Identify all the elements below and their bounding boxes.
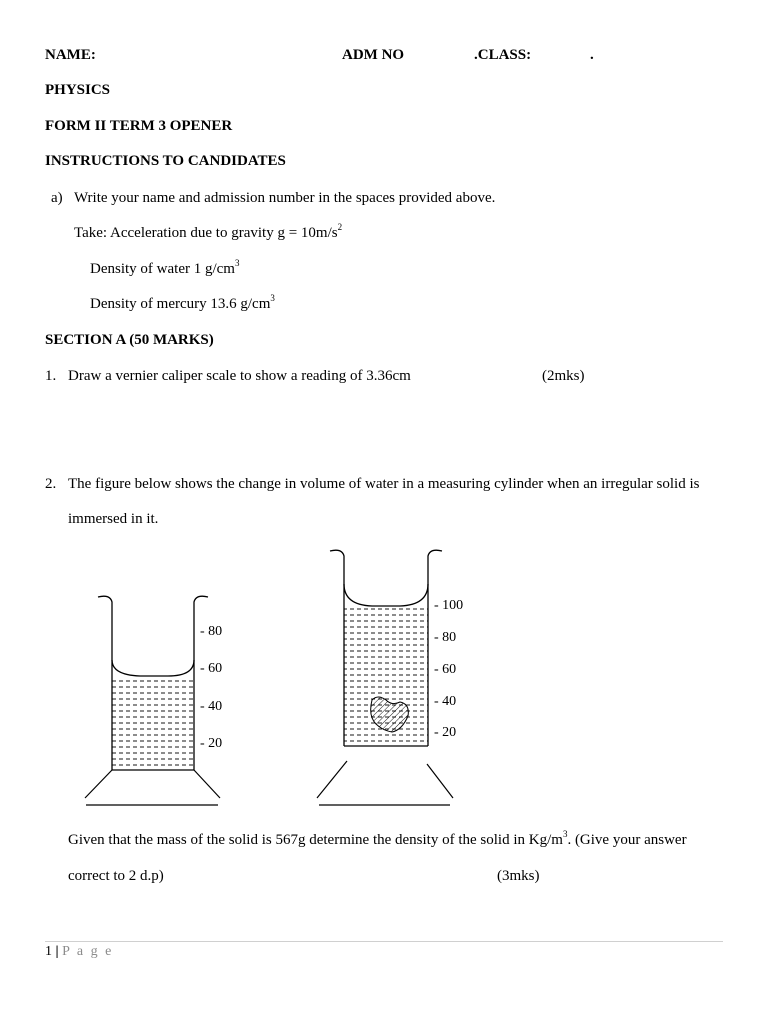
cyl1-scale-60: - 60: [200, 661, 223, 676]
page-footer: [45, 944, 113, 960]
page-separator: |: [55, 944, 59, 959]
q2-given-exponent: 3: [562, 829, 568, 839]
cyl2-scale-100: - 100: [434, 598, 464, 613]
gravity-line: [74, 222, 343, 242]
water-density-line: [90, 258, 240, 278]
subject-title: PHYSICS: [45, 82, 111, 98]
cyl1-scale-80: - 80: [200, 624, 223, 639]
water-density-exponent: 3: [234, 258, 240, 268]
q2-given-line2: correct to 2 d.p): [68, 868, 164, 884]
q2-number: 2.: [45, 476, 57, 492]
adm-no-label: ADM NO: [342, 47, 405, 63]
mercury-density-exponent: 3: [270, 293, 275, 303]
q2-given-text-end: . (Give your answer: [567, 832, 687, 848]
water-density-text: Density of water 1 g/cm: [90, 261, 235, 277]
gravity-exponent: 2: [337, 222, 343, 232]
gravity-text: Take: Acceleration due to gravity g = 10m/s: [74, 225, 338, 241]
measuring-cylinders-figure: [0, 540, 768, 820]
page-number: 1: [45, 944, 52, 959]
q2-text-line2: immersed in it.: [68, 511, 159, 527]
water-column-before: [112, 678, 194, 770]
q2-given-line1: [68, 829, 687, 849]
cyl2-scale-20: - 20: [434, 725, 457, 740]
cylinder-before: [85, 596, 222, 805]
cyl1-scale-20: - 20: [200, 736, 223, 751]
q1-text: Draw a vernier caliper scale to show a reading of 3.36cm: [68, 368, 411, 384]
cyl2-scale-80: - 80: [434, 630, 457, 645]
section-a-title: SECTION A (50 MARKS): [45, 332, 214, 348]
instruction-a-marker: a): [51, 190, 63, 206]
instructions-title: INSTRUCTIONS TO CANDIDATES: [45, 153, 286, 169]
name-label: NAME:: [45, 47, 96, 63]
cyl2-scale-60: - 60: [434, 662, 457, 677]
cylinder-after: [317, 550, 463, 805]
footer-divider: [45, 941, 723, 942]
class-label: .CLASS:: [474, 47, 532, 63]
cyl2-scale-40: - 40: [434, 694, 457, 709]
page-word: P a g e: [62, 944, 114, 959]
mercury-density-line: [90, 293, 275, 313]
instruction-a-text: Write your name and admission number in the spaces provided above.: [74, 190, 496, 206]
q2-text-line1: The figure below shows the change in volume of water in a measuring cylinder when an irregular solid is: [68, 476, 700, 492]
q2-marks: (3mks): [497, 868, 540, 884]
mercury-density-text: Density of mercury 13.6 g/cm: [90, 296, 271, 312]
q1-number: 1.: [45, 368, 57, 384]
q1-marks: (2mks): [542, 368, 585, 384]
exam-title: FORM II TERM 3 OPENER: [45, 118, 233, 134]
q2-given-text: Given that the mass of the solid is 567g determine the density of the solid in Kg/m: [68, 832, 563, 848]
cyl1-scale-40: - 40: [200, 699, 223, 714]
class-end-dot: .: [590, 47, 594, 63]
